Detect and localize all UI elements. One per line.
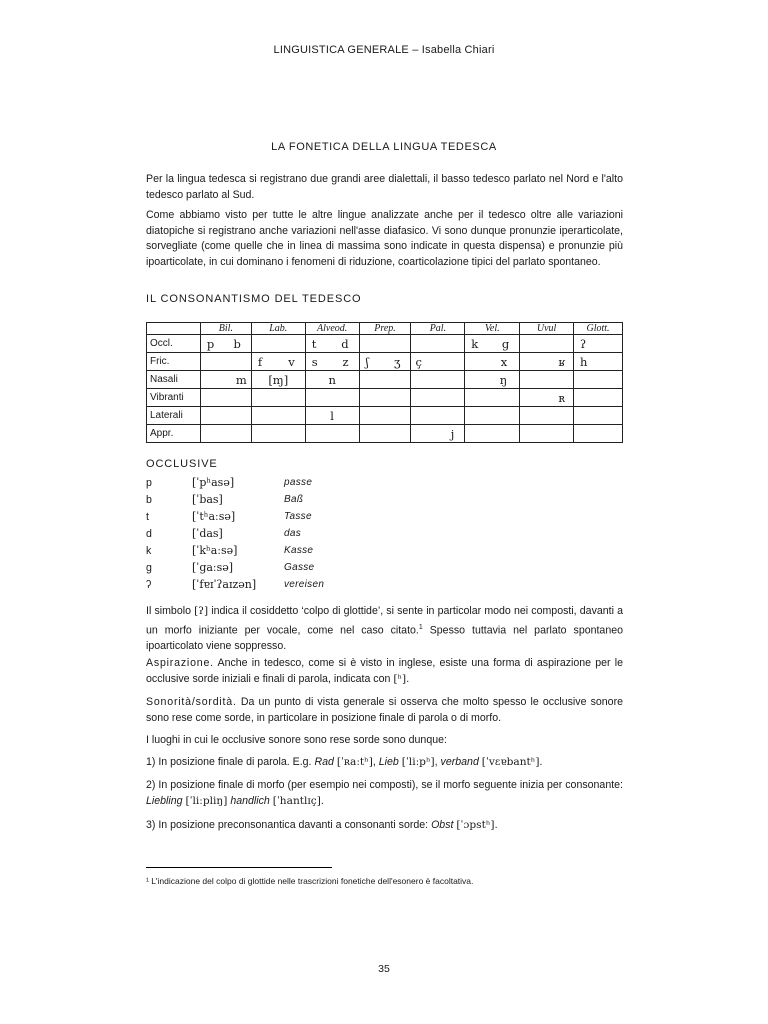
example-word: Kasse (284, 545, 314, 556)
example-row (146, 511, 446, 528)
table-cell (520, 425, 574, 443)
column-header: Prep. (359, 323, 411, 335)
row-label: Fric. (147, 353, 201, 371)
example-ipa: [ˈtʰaːsə] (192, 510, 236, 523)
point-1: 1) In posizione finale di parola. E.g. Rad [ˈʀaːtʰ], Lieb [ˈliːpʰ], verband [ˈvɛɐbantʰ]. (146, 756, 543, 768)
table-cell (200, 353, 251, 371)
ipa-symbol: ʀ (558, 390, 566, 405)
table-cell (200, 335, 251, 353)
ipa-symbol: l (330, 408, 334, 423)
ipa-symbol: ʔ (580, 336, 587, 351)
footnote: ¹ L'indicazione del colpo di glottide nelle trascrizioni fonetiche dell'esonero è facoltativa. (146, 876, 474, 886)
point-1-word-1: Rad (314, 756, 334, 768)
footnote-divider (146, 867, 332, 868)
table-cell (200, 407, 251, 425)
point-2-ipa-1: [ˈliːpliŋ] (185, 794, 228, 807)
ipa-symbol: m (235, 372, 247, 387)
table-row (147, 353, 623, 371)
example-word: vereisen (284, 579, 325, 590)
point-2-word-1: Liebling (146, 794, 183, 807)
table-cell (465, 389, 520, 407)
point-3-word-1: Obst (431, 819, 454, 831)
point-1-ipa-1: [ˈʀaːtʰ] (336, 756, 373, 768)
table-cell (465, 425, 520, 443)
table-cell (520, 335, 574, 353)
table-cell (411, 335, 465, 353)
table-cell (520, 353, 574, 371)
point-3-text: 3) In posizione preconsonantica davanti a consonanti sorde: (146, 819, 429, 831)
ipa-symbol: ʁ (558, 354, 566, 369)
table-row (147, 335, 623, 353)
example-ipa: [ˈgaːsə] (192, 561, 234, 574)
glottal-text-c: Spesso tuttavia nel parlato spontaneo ipoarticolato viene soppresso. (146, 624, 623, 652)
page-number: 35 (378, 963, 390, 975)
ipa-symbol: ç (415, 354, 422, 369)
ipa-symbol: h (580, 354, 588, 369)
intro-paragraph-1: Per la lingua tedesca si registrano due grandi aree dialettali, il basso tedesco parlato nel Nord e l'alto tedesco parlato al Sud. (146, 173, 623, 201)
example-row (146, 545, 446, 562)
table-cell (465, 371, 520, 389)
table-cell (251, 371, 305, 389)
ipa-symbol: ŋ (499, 372, 508, 387)
ipa-symbol: d (341, 336, 349, 351)
consonantism-heading: IL CONSONANTISMO DEL TEDESCO (146, 293, 362, 305)
ipa-symbol: k (471, 336, 479, 351)
row-label: Occl. (147, 335, 201, 353)
table-cell (305, 353, 359, 371)
example-row (146, 477, 446, 494)
ipa-symbol: t (311, 336, 317, 351)
row-label: Appr. (147, 425, 201, 443)
occlusive-heading: OCCLUSIVE (146, 458, 218, 470)
table-cell (465, 407, 520, 425)
voicing-paragraph (146, 695, 623, 726)
table-cell (520, 407, 574, 425)
ipa-symbol: x (500, 354, 508, 369)
point-1-ipa-3: [ˈvɛɐbantʰ] (481, 756, 540, 768)
point-1-word-3: verband (440, 756, 479, 768)
ipa-symbol: b (233, 336, 241, 351)
table-cell (359, 407, 411, 425)
point-3-ipa-1: [ˈɔpstʰ] (456, 819, 495, 831)
column-header: Vel. (465, 323, 520, 335)
example-row (146, 528, 446, 545)
column-header: Bil. (200, 323, 251, 335)
table-cell (520, 389, 574, 407)
example-ipa: [ˈpʰasə] (192, 476, 235, 489)
table-cell (200, 389, 251, 407)
example-row (146, 579, 446, 596)
table-cell (574, 389, 623, 407)
table-cell (359, 353, 411, 371)
example-letter: d (146, 528, 152, 540)
ipa-symbol: v (288, 354, 295, 369)
example-word: passe (284, 477, 313, 488)
table-cell (251, 389, 305, 407)
column-header: Uvul (520, 323, 574, 335)
point-1-text: 1) In posizione finale di parola. E.g. (146, 756, 312, 768)
glottal-paragraph (146, 604, 623, 655)
table-cell (359, 335, 411, 353)
point-2-word-2: handlich (230, 794, 270, 807)
table-cell (411, 407, 465, 425)
intro-paragraph-2: Come abbiamo visto per tutte le altre lingue analizzate anche per il tedesco oltre alle variazioni diatopiche si registrano anche variazioni nell'asse diafasico. Vi sono dunque pronunzie iperarticolate, sorvegliate (come quelle che in linea di massima sono indicate in questa dispensa) e pronunzie più ipoarticolate, in cui dominano i fenomeni di riduzione, coarticolazione tipici del parlato spontaneo. (146, 209, 623, 269)
footnote-ref: 1 (418, 623, 423, 631)
table-cell (251, 407, 305, 425)
point-2-ipa-2: [ˈhantlɪç] (272, 794, 321, 807)
aspiration-label: Aspirazione. (146, 657, 214, 669)
ipa-symbol: z (342, 354, 349, 369)
example-ipa: [ˈbas] (192, 493, 223, 506)
example-word: Baß (284, 494, 304, 505)
table-cell (411, 389, 465, 407)
ipa-symbol: s (311, 354, 318, 369)
column-header: Glott. (574, 323, 623, 335)
table-cell (465, 353, 520, 371)
example-letter: g (146, 562, 152, 574)
example-row (146, 494, 446, 511)
table-cell (200, 425, 251, 443)
consonant-table (146, 322, 623, 443)
table-cell (574, 425, 623, 443)
table-row (147, 389, 623, 407)
point-2: 2) In posizione finale di morfo (per esempio nei composti), se il morfo seguente inizia per consonante: Liebling [ˈliːpliŋ] handlich [ˈhantlɪç]. (146, 779, 623, 807)
example-letter: ʔ (146, 579, 152, 591)
ipa-symbol: n (328, 372, 336, 387)
aspiration-paragraph: Aspirazione. Anche in tedesco, come si è visto in inglese, esiste una forma di aspirazione per le occlusive sorde iniziali e finali di parola, indicata con [ʰ]. (146, 657, 623, 685)
table-cell (574, 407, 623, 425)
table-cell (251, 425, 305, 443)
table-cell (359, 425, 411, 443)
table-corner (147, 323, 201, 335)
table-cell (305, 425, 359, 443)
table-cell (251, 353, 305, 371)
ipa-symbol: ʃ (365, 354, 369, 369)
table-cell (574, 335, 623, 353)
example-letter: t (146, 511, 149, 523)
glottal-symbol: [ʔ] (194, 605, 209, 617)
row-label: Nasali (147, 371, 201, 389)
table-cell (359, 371, 411, 389)
example-word: Gasse (284, 562, 315, 573)
example-letter: k (146, 545, 152, 557)
example-letter: p (146, 477, 152, 489)
table-cell (411, 353, 465, 371)
table-row (147, 407, 623, 425)
point-2-text: 2) In posizione finale di morfo (per esempio nei composti), se il morfo seguente inizia per consonante: (146, 779, 623, 791)
document-title: LA FONETICA DELLA LINGUA TEDESCA (271, 141, 497, 153)
aspiration-symbol: [ʰ] (393, 672, 407, 685)
ipa-symbol: p (206, 336, 215, 351)
column-header: Pal. (411, 323, 465, 335)
ipa-symbol: g (501, 336, 510, 351)
row-label: Laterali (147, 407, 201, 425)
consonant-table-header (147, 323, 623, 335)
example-ipa: [ˈkʰaːsə] (192, 544, 238, 557)
aspiration-text: Anche in tedesco, come si è visto in inglese, esiste una forma di aspirazione per le occlusive sorde iniziali e finali di parola, indicata con (146, 657, 623, 685)
table-cell (200, 371, 251, 389)
example-row (146, 562, 446, 579)
point-1-word-2: Lieb (378, 756, 399, 768)
table-cell (520, 371, 574, 389)
table-cell (305, 371, 359, 389)
table-cell (251, 335, 305, 353)
table-cell (465, 335, 520, 353)
table-cell (411, 425, 465, 443)
voicing-text: Da un punto di vista generale si osserva che molto spesso le occlusive sonore sono rese come sorde, in particolare in posizione finale di parola o di morfo. (146, 696, 623, 724)
table-row (147, 425, 623, 443)
glottal-text-a: Il simbolo (146, 605, 191, 617)
voicing-label: Sonorità/sordità. (146, 696, 237, 708)
row-label: Vibranti (147, 389, 201, 407)
example-ipa: [ˈfɐɪˈʔaɪzən] (192, 578, 257, 591)
table-cell (574, 371, 623, 389)
running-head: LINGUISTICA GENERALE – Isabella Chiari (273, 44, 495, 56)
example-letter: b (146, 494, 152, 506)
point-1-ipa-2: [ˈliːpʰ] (401, 756, 435, 768)
example-word: das (284, 528, 302, 539)
point-3: 3) In posizione preconsonantica davanti a consonanti sorde: Obst [ˈɔpstʰ]. (146, 819, 498, 831)
table-cell (574, 353, 623, 371)
example-ipa: [ˈdas] (192, 527, 223, 540)
table-cell (305, 389, 359, 407)
table-cell (305, 335, 359, 353)
table-cell (305, 407, 359, 425)
glottal-text-b: indica il cosiddetto ‘colpo di glottide’, si sente in particolar modo nei composti, davanti a un morfo iniziante per vocale, come nel caso citato. (146, 605, 623, 637)
table-row (147, 371, 623, 389)
ipa-symbol: [ɱ] (268, 372, 289, 387)
table-cell (411, 371, 465, 389)
ipa-symbol: f (257, 354, 263, 369)
ipa-symbol: ʒ (393, 354, 401, 369)
column-header: Alveod. (305, 323, 359, 335)
ipa-symbol: j (450, 426, 455, 441)
column-header: Lab. (251, 323, 305, 335)
table-cell (359, 389, 411, 407)
places-intro: I luoghi in cui le occlusive sonore sono rese sorde sono dunque: (146, 734, 447, 746)
example-word: Tasse (284, 511, 312, 522)
